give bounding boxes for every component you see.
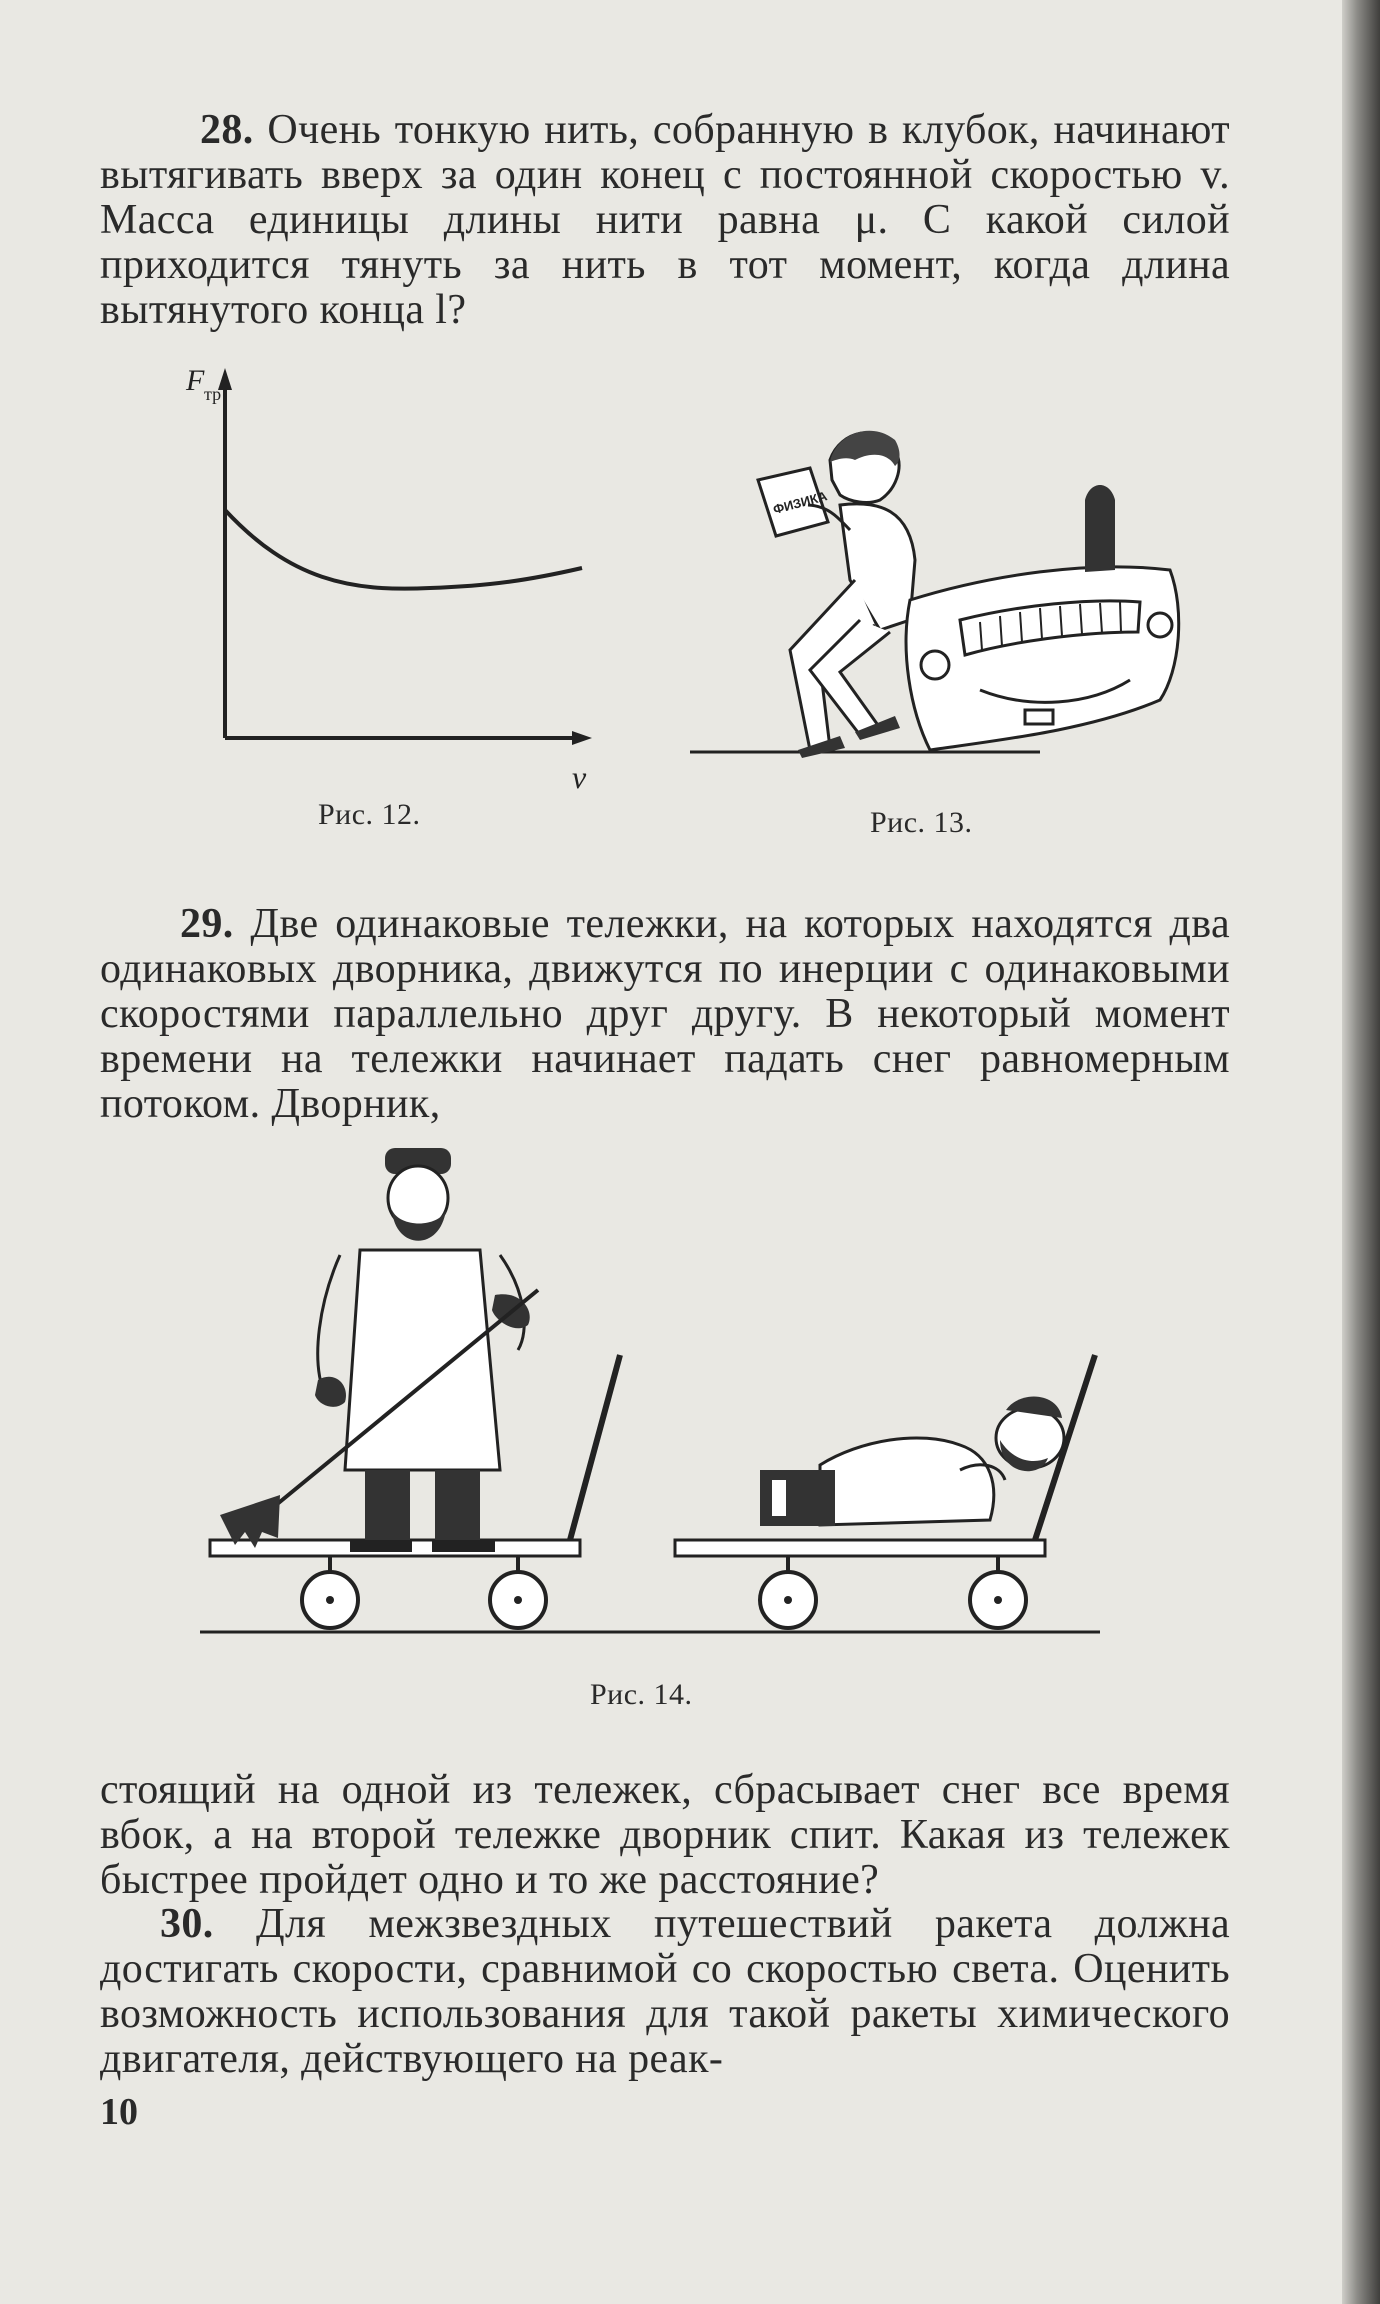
fig-12-caption: Рис. 12. bbox=[318, 798, 421, 831]
janitor-leg-left bbox=[365, 1470, 410, 1545]
sleeping-janitor-boots bbox=[760, 1470, 835, 1526]
car-wheel bbox=[1085, 485, 1115, 572]
right-cart-platform bbox=[675, 1540, 1045, 1556]
fig-13-caption: Рис. 13. bbox=[870, 806, 973, 839]
janitor-leg-right bbox=[435, 1470, 480, 1545]
problem-28-text: Очень тонкую нить, собранную в клубок, начинают вытягивать вверх за один конец с постоянной скоростью v. Масса единицы длины нити равна μ. С какой силой приходится тянуть за нить в тот момент, когда длина вытянутого конца l? bbox=[100, 107, 1231, 333]
car-headlight-right bbox=[1148, 613, 1172, 637]
problem-30-text: Для межзвездных путешествий ракета должна достигать скорости, сравнимой со скоростью света. Оценить возможность использования для такой ракеты химического двигателя, действующего на реак- bbox=[100, 1901, 1230, 2082]
problem-29-text: Две одинаковые тележки, на которых находятся два одинаковых дворника, движутся по инерции с одинаковыми скоростями параллельно друг другу. В некоторый момент времени на тележки начинает падать снег равномерным потоком. Дворник, bbox=[100, 901, 1231, 1127]
fig-13-illustration bbox=[690, 410, 1170, 770]
janitor-mitten-left bbox=[315, 1377, 346, 1407]
book-title: ФИЗИКА bbox=[771, 488, 829, 518]
left-cart-handle bbox=[570, 1355, 620, 1540]
page-number: 10 bbox=[100, 2091, 138, 2133]
x-axis-label: v bbox=[572, 759, 587, 795]
x-axis-arrow bbox=[572, 731, 592, 745]
friction-curve bbox=[225, 510, 582, 589]
fig-14-caption: Рис. 14. bbox=[590, 1678, 693, 1711]
problem-29-number: 29. bbox=[180, 901, 234, 947]
car-headlight-left bbox=[921, 651, 949, 679]
fig-12-graph bbox=[180, 360, 600, 800]
problem-29-continuation bbox=[100, 1768, 1230, 1903]
problem-28 bbox=[100, 108, 1230, 333]
fig-14-illustration bbox=[200, 1140, 1120, 1640]
book-spine-shadow bbox=[1342, 0, 1380, 2304]
y-axis-label: F bbox=[186, 364, 205, 397]
problem-29 bbox=[100, 902, 1230, 1127]
problem-29-continuation-text: стоящий на одной из тележек, сбрасывает снег все время вбок, а на второй тележке дворник спит. Какая из тележек быстрее пройдет одно и то же расстояние? bbox=[100, 1767, 1230, 1903]
sleeping-janitor-body bbox=[820, 1438, 994, 1525]
janitor-apron bbox=[345, 1250, 500, 1470]
problem-30 bbox=[100, 1902, 1230, 2082]
problem-30-number: 30. bbox=[160, 1901, 214, 1947]
problem-28-number: 28. bbox=[200, 107, 254, 153]
y-axis-subscript: тр bbox=[204, 384, 222, 404]
